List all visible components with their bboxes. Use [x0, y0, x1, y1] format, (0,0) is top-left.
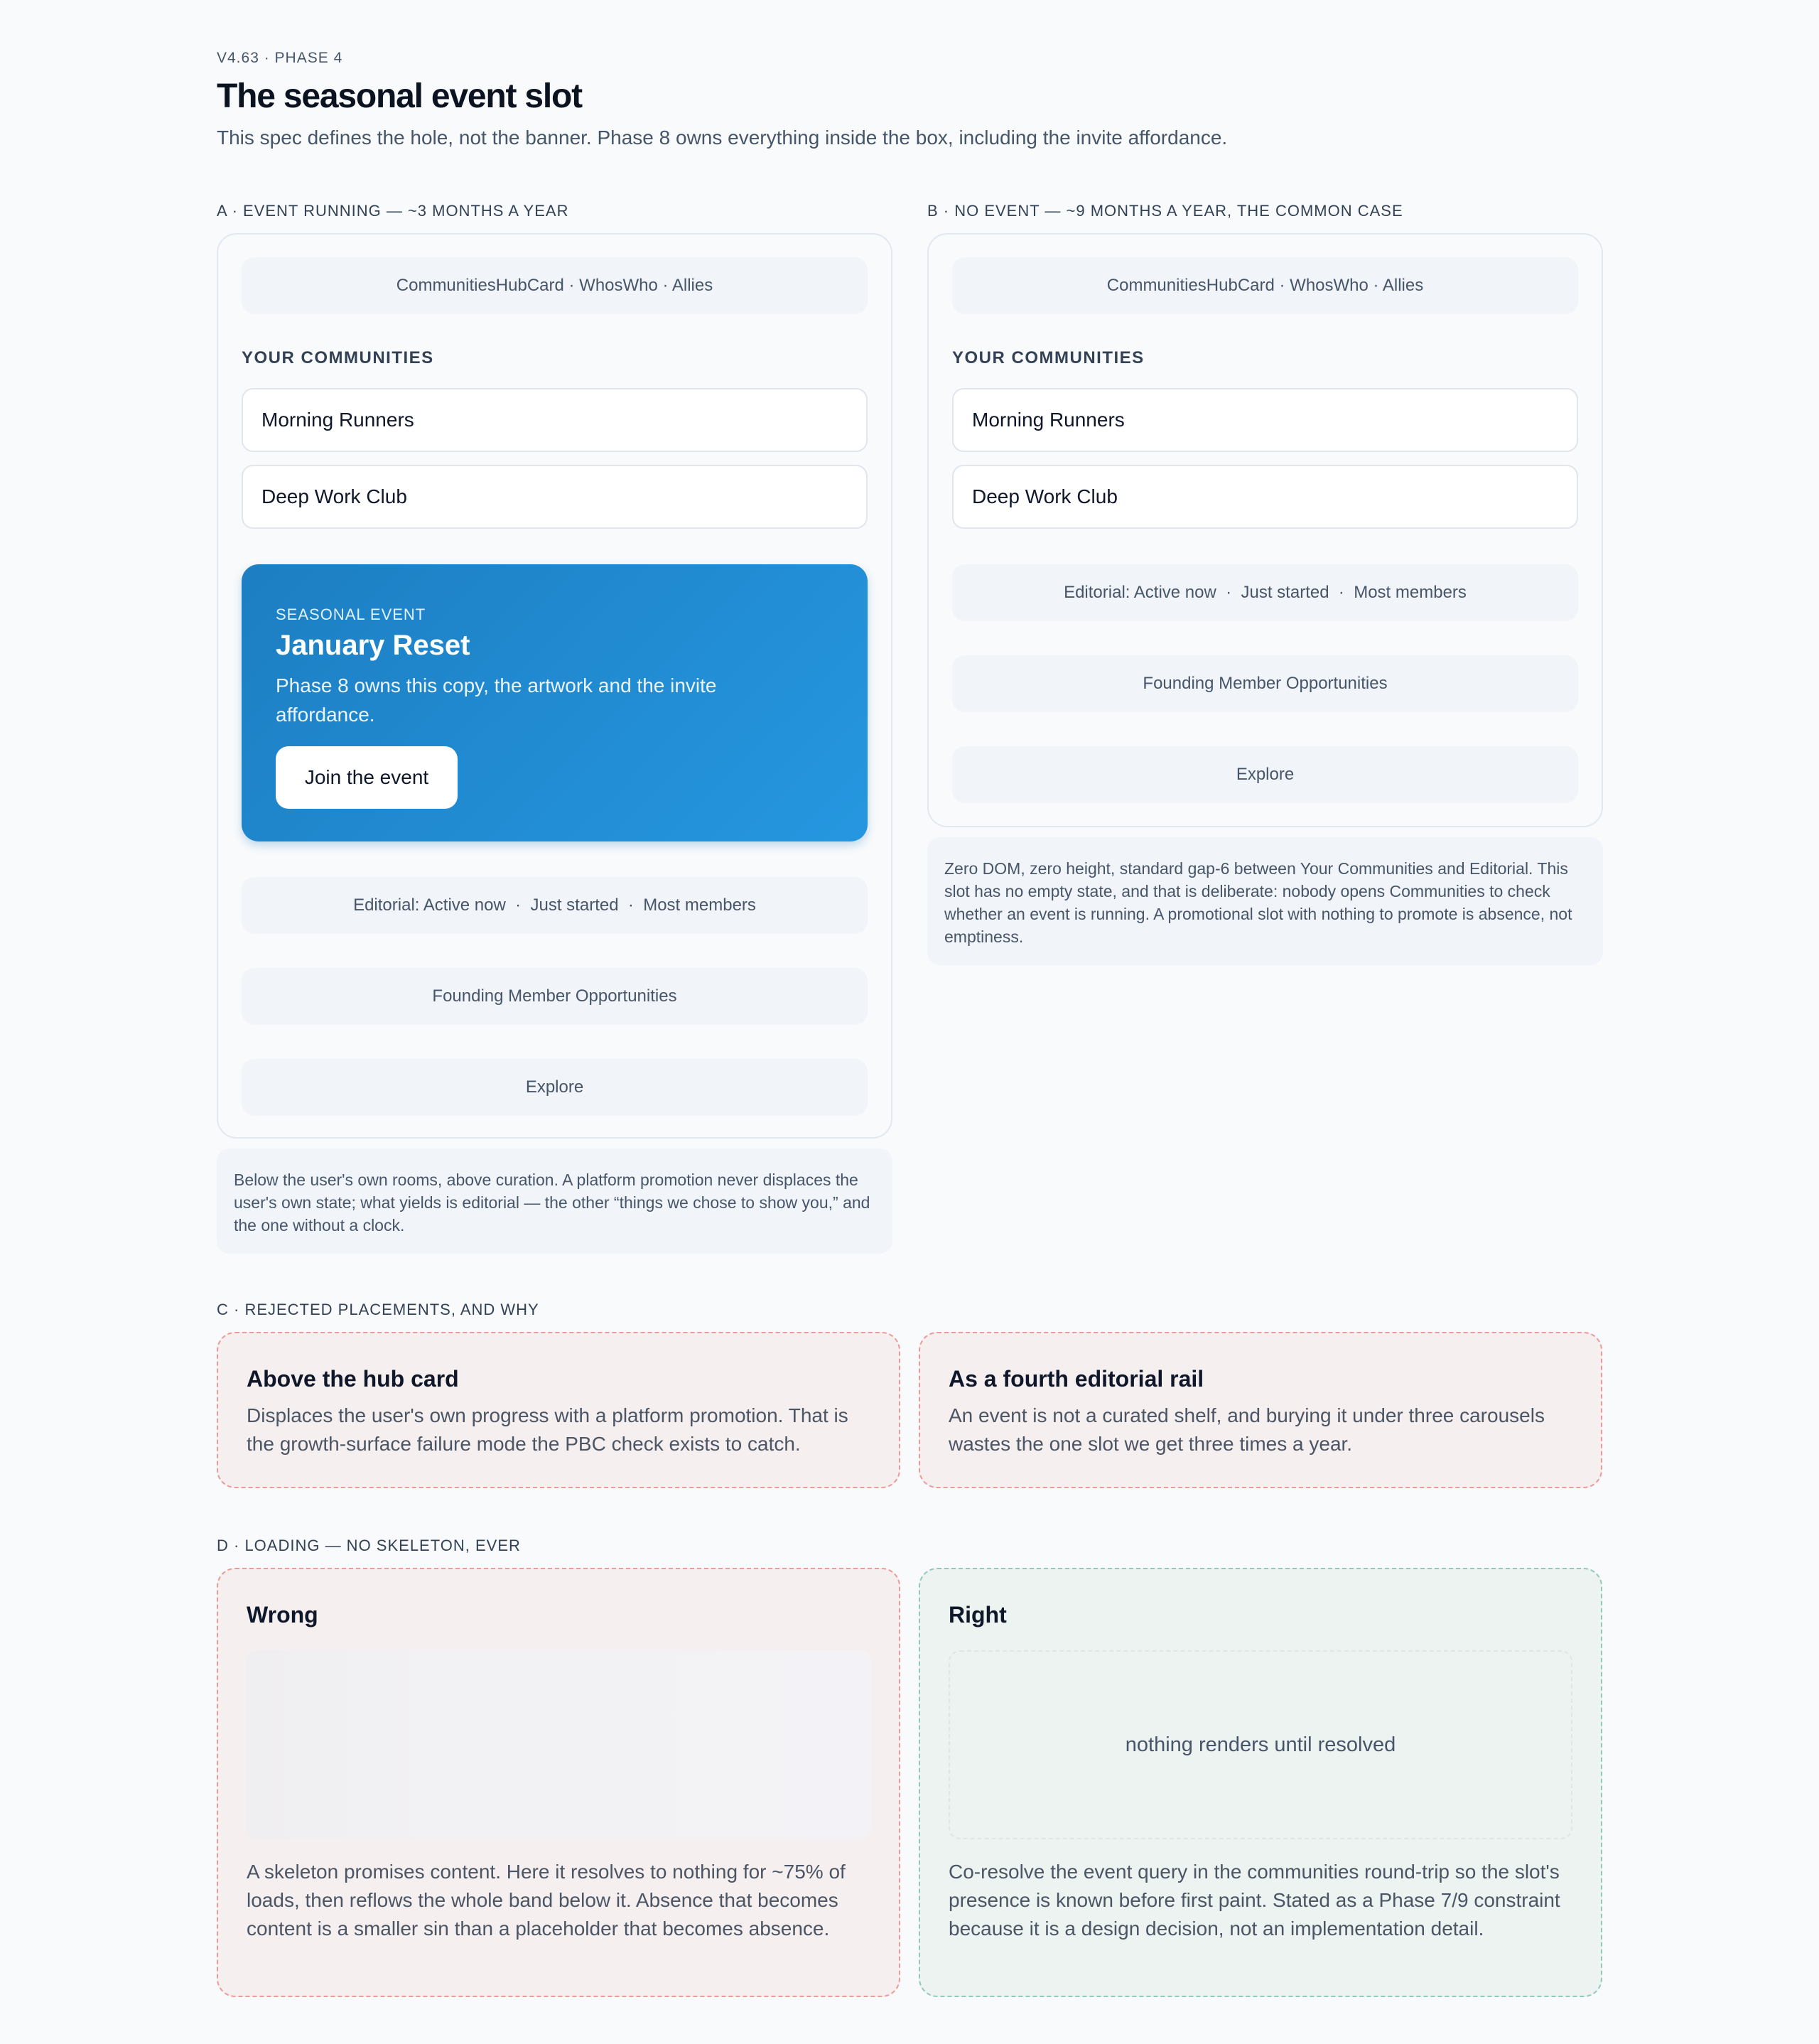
wrong-title: Wrong	[247, 1602, 318, 1628]
rejected-title: As a fourth editorial rail	[949, 1366, 1204, 1392]
rejected-title: Above the hub card	[247, 1366, 459, 1392]
right-title: Right	[949, 1602, 1007, 1628]
community-card-deep-work-club[interactable]: Deep Work Club	[242, 465, 868, 529]
section-d-label: D · LOADING — NO SKELETON, EVER	[217, 1537, 521, 1554]
editorial-rail: Editorial: Active now · Just started · Most members	[242, 877, 868, 934]
rejected-placement-above-hub	[217, 1332, 900, 1488]
section-a-label: A · EVENT RUNNING — ~3 MONTHS A YEAR	[217, 202, 569, 220]
seasonal-event-card[interactable]	[242, 564, 868, 841]
join-event-button[interactable]: Join the event	[276, 746, 458, 809]
right-body: Co-resolve the event query in the communities round-trip so the slot's presence is known before first paint. Stated as a Phase 7/9 constraint because it is a design decision, not an implementation detail.	[949, 1861, 1560, 1940]
phone-mock-event-running	[217, 233, 892, 1139]
founding-member-rail: Founding Member Opportunities	[952, 655, 1578, 712]
page-title: The seasonal event slot	[217, 77, 582, 115]
version-eyebrow: V4.63 · PHASE 4	[217, 50, 343, 66]
community-card-morning-runners[interactable]: Morning Runners	[952, 388, 1578, 452]
your-communities-heading: YOUR COMMUNITIES	[242, 348, 434, 367]
hub-card-placeholder: CommunitiesHubCard · WhosWho · Allies	[952, 257, 1578, 314]
wrong-body: A skeleton promises content. Here it resolves to nothing for ~75% of loads, then reflows the whole band below it. Absence that becomes content is a smaller sin than a placeholder that becomes absence.	[247, 1861, 846, 1940]
event-title: January Reset	[276, 630, 470, 661]
founding-member-rail: Founding Member Opportunities	[242, 968, 868, 1025]
community-card-morning-runners[interactable]: Morning Runners	[242, 388, 868, 452]
page-subtitle: This spec defines the hole, not the banner. Phase 8 owns everything inside the box, including the invite affordance.	[217, 127, 1228, 149]
section-b-note: Zero DOM, zero height, standard gap-6 between Your Communities and Editorial. This slot has no empty state, and that is deliberate: nobody opens Communities to check whether an event is running. A promotional slot with nothing to promote is absence, not emptiness.	[927, 837, 1603, 965]
loading-right-card	[919, 1568, 1602, 1997]
skeleton-placeholder	[247, 1650, 870, 1839]
rejected-placement-editorial-rail	[919, 1332, 1602, 1488]
hub-card-placeholder: CommunitiesHubCard · WhosWho · Allies	[242, 257, 868, 314]
section-a-note: Below the user's own rooms, above curation. A platform promotion never displaces the user's own state; what yields is editorial — the other “things we chose to show you,” and the one without a clock.	[217, 1149, 892, 1254]
loading-wrong-card	[217, 1568, 900, 1997]
section-b-label: B · NO EVENT — ~9 MONTHS A YEAR, THE COMMON CASE	[927, 202, 1403, 220]
community-card-deep-work-club[interactable]: Deep Work Club	[952, 465, 1578, 529]
phone-mock-no-event	[927, 233, 1603, 827]
your-communities-heading: YOUR COMMUNITIES	[952, 348, 1145, 367]
editorial-rail: Editorial: Active now · Just started · Most members	[952, 564, 1578, 621]
explore-rail: Explore	[242, 1059, 868, 1116]
explore-rail: Explore	[952, 746, 1578, 803]
event-eyebrow: SEASONAL EVENT	[276, 606, 426, 623]
rejected-body: An event is not a curated shelf, and burying it under three carousels wastes the one slot we get three times a year.	[949, 1404, 1545, 1455]
nothing-renders-box: nothing renders until resolved	[949, 1650, 1572, 1839]
rejected-body: Displaces the user's own progress with a platform promotion. That is the growth-surface failure mode the PBC check exists to catch.	[247, 1404, 848, 1455]
section-c-label: C · REJECTED PLACEMENTS, AND WHY	[217, 1301, 539, 1318]
event-description: Phase 8 owns this copy, the artwork and the invite affordance.	[276, 674, 717, 726]
